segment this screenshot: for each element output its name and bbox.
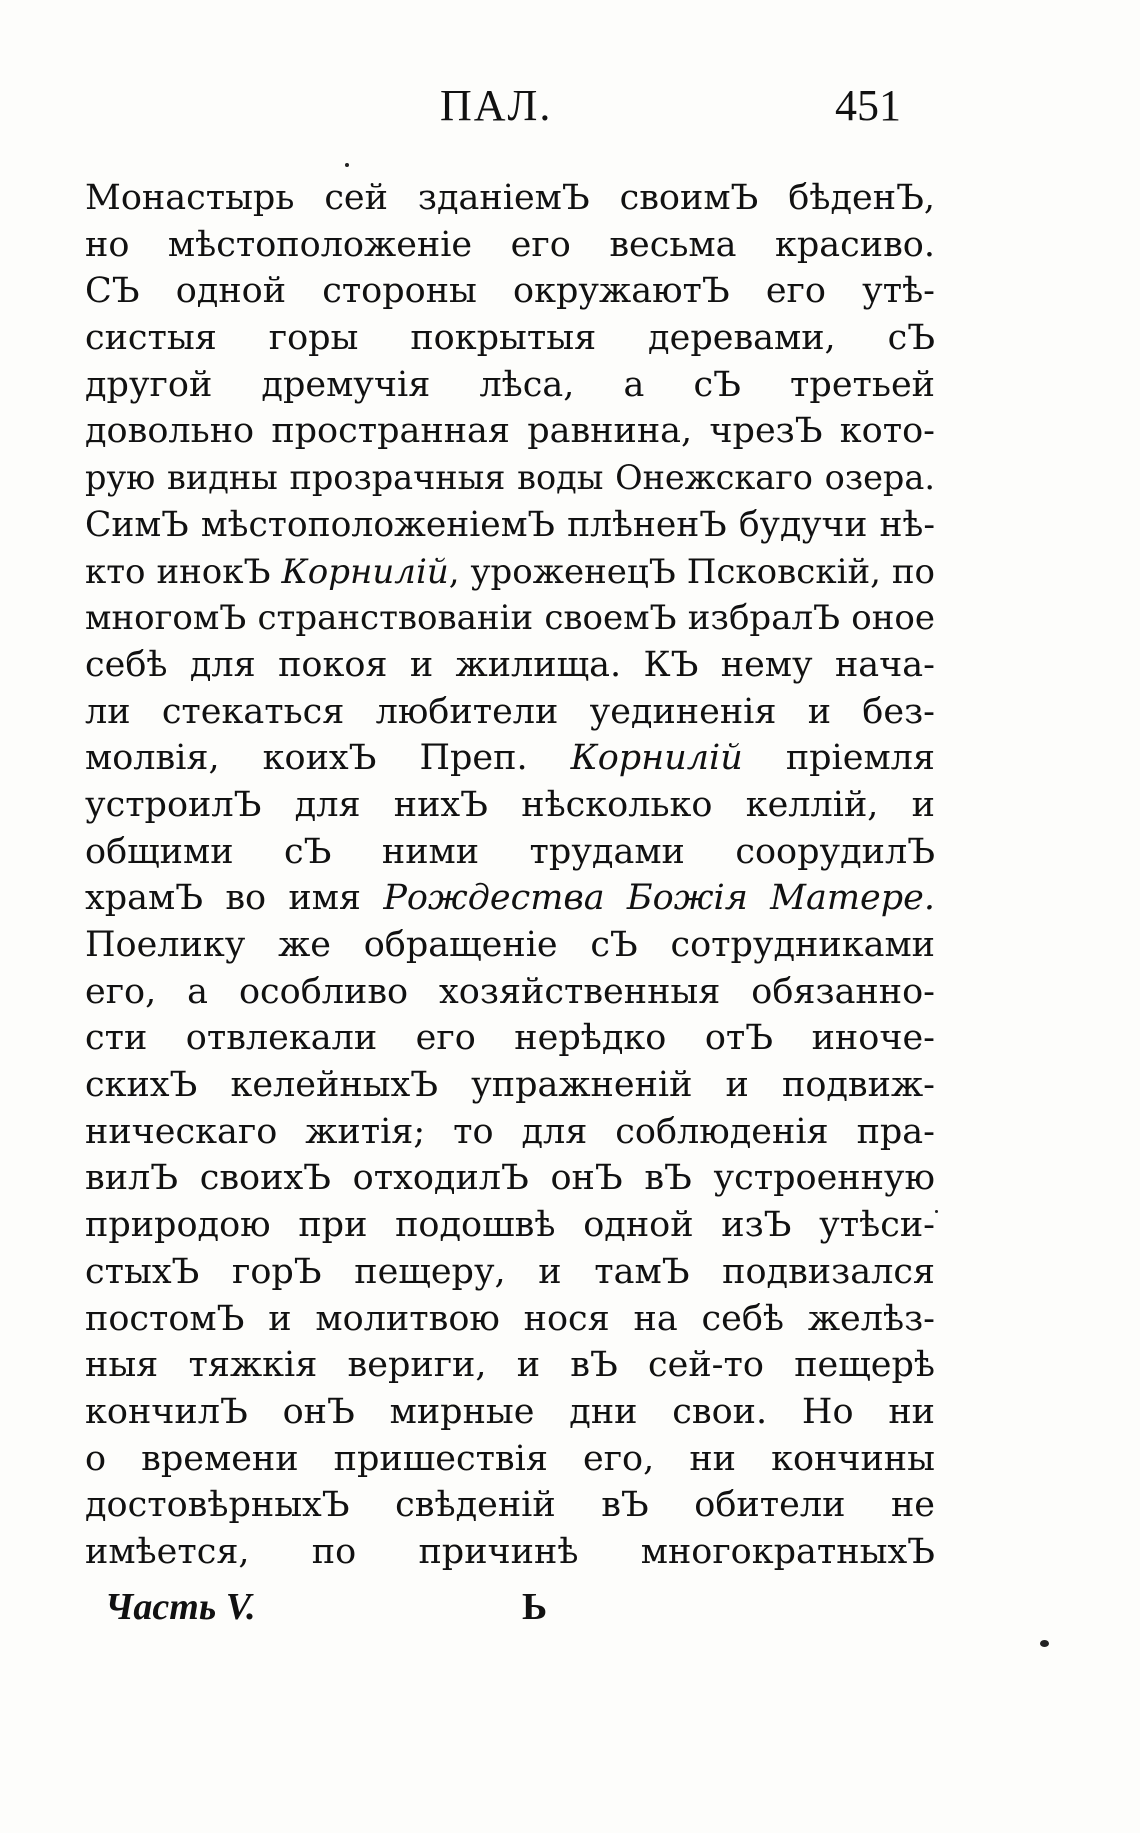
text-segment: его, а особливо хозяйственныя обязанно- xyxy=(85,971,935,1012)
text-line xyxy=(85,455,935,502)
text-segment: природою при подошвѣ одной изЪ утѣси- xyxy=(85,1205,935,1246)
text-line xyxy=(85,1529,935,1576)
text-line xyxy=(85,502,935,549)
page-number: 451 xyxy=(835,81,901,130)
text-line xyxy=(85,782,935,829)
text-segment: пріемля xyxy=(742,738,935,779)
text-line xyxy=(85,549,935,596)
text-segment: кончилЪ онЪ мирные дни свои. Но ни xyxy=(85,1391,935,1432)
text-segment: многомЪ странствованіи своемЪ избралЪ оное xyxy=(85,598,935,639)
print-speck xyxy=(345,163,349,167)
text-segment: храмЪ во имя xyxy=(85,878,384,919)
text-line xyxy=(85,595,935,642)
text-line xyxy=(85,175,935,222)
text-segment: общими сЪ ними трудами соорудилЪ xyxy=(85,831,935,872)
text-segment: достовѣрныхЪ свѣденій вЪ обители не xyxy=(85,1485,935,1526)
text-line xyxy=(85,268,935,315)
text-line xyxy=(85,642,935,689)
text-line xyxy=(85,1436,935,1483)
text-segment: ныя тяжкія вериги, и вЪ сей-то пещерѣ xyxy=(85,1345,935,1386)
text-line xyxy=(85,1155,935,1202)
text-segment: довольно пространная равнина, чрезЪ кото- xyxy=(85,411,935,452)
italic-text-segment: Рождества Божія Матере. xyxy=(383,878,936,919)
running-head xyxy=(0,80,1140,140)
text-segment: ническаго житія; то для соблюденія пра- xyxy=(85,1111,935,1152)
text-line xyxy=(85,1062,935,1109)
italic-text-segment: Корнилій xyxy=(570,738,743,779)
text-line xyxy=(85,875,935,922)
signature-mark: Ь xyxy=(522,1586,548,1628)
text-segment: скихЪ келейныхЪ упражненій и подвиж- xyxy=(85,1065,935,1106)
text-segment: себѣ для покоя и жилища. КЪ нему нача- xyxy=(85,644,935,685)
text-line xyxy=(85,362,935,409)
text-line xyxy=(85,1296,935,1343)
print-speck xyxy=(935,1210,938,1213)
text-segment: имѣется, по причинѣ многократныхЪ xyxy=(85,1531,935,1572)
text-segment: постомЪ и молитвою нося на себѣ желѣз- xyxy=(85,1298,935,1339)
text-line xyxy=(85,922,935,969)
text-line xyxy=(85,1249,935,1296)
text-segment: сти отвлекали его нерѣдко отЪ иноче- xyxy=(85,1018,935,1059)
italic-text-segment: Корнилій xyxy=(281,551,449,592)
text-line xyxy=(85,315,935,362)
print-speck xyxy=(1040,1640,1049,1647)
text-segment: другой дремучія лѣса, а сЪ третьей xyxy=(85,364,935,405)
text-segment: Монастырь сей зданіемЪ своимЪ бѣденЪ, xyxy=(85,178,935,218)
text-segment: стыхЪ горЪ пещеру, и тамЪ подвизался xyxy=(85,1251,935,1292)
text-segment: СЪ одной стороны окружаютЪ его утѣ- xyxy=(85,271,935,312)
text-line xyxy=(85,1342,935,1389)
text-line xyxy=(85,735,935,782)
page-footer xyxy=(0,1585,1140,1645)
text-line xyxy=(85,829,935,876)
text-line xyxy=(85,408,935,455)
signature-part-label: Часть V. xyxy=(105,1586,256,1628)
text-line xyxy=(85,1202,935,1249)
text-segment: кто инокЪ xyxy=(85,551,282,592)
text-segment: ли стекаться любители уединенія и без- xyxy=(85,691,935,732)
text-segment: о времени пришествія его, ни кончины xyxy=(85,1438,935,1479)
text-segment: молвія, коихЪ Преп. xyxy=(85,738,571,779)
running-title: ПАЛ. xyxy=(440,81,553,130)
text-segment: рую видны прозрачныя воды Онежскаго озера. xyxy=(85,458,935,498)
text-line xyxy=(85,222,935,269)
text-segment: систыя горы покрытыя деревами, сЪ xyxy=(85,318,935,359)
text-segment: СимЪ мѣстоположеніемЪ плѣненЪ будучи нѣ- xyxy=(85,504,935,545)
text-segment: вилЪ своихЪ отходилЪ онЪ вЪ устроенную xyxy=(85,1158,935,1199)
body-text xyxy=(85,175,935,1576)
text-line xyxy=(85,1389,935,1436)
text-segment: , уроженецЪ Псковскій, по xyxy=(448,551,935,592)
text-line xyxy=(85,689,935,736)
text-line xyxy=(85,1482,935,1529)
text-line xyxy=(85,1109,935,1156)
text-line xyxy=(85,1015,935,1062)
text-segment: но мѣстоположеніе его весьма красиво. xyxy=(85,224,935,265)
text-segment: устроилЪ для нихЪ нѣсколько келлій, и xyxy=(85,784,935,825)
text-segment: Поелику же обращеніе сЪ сотрудниками xyxy=(85,925,935,965)
text-line xyxy=(85,969,935,1016)
